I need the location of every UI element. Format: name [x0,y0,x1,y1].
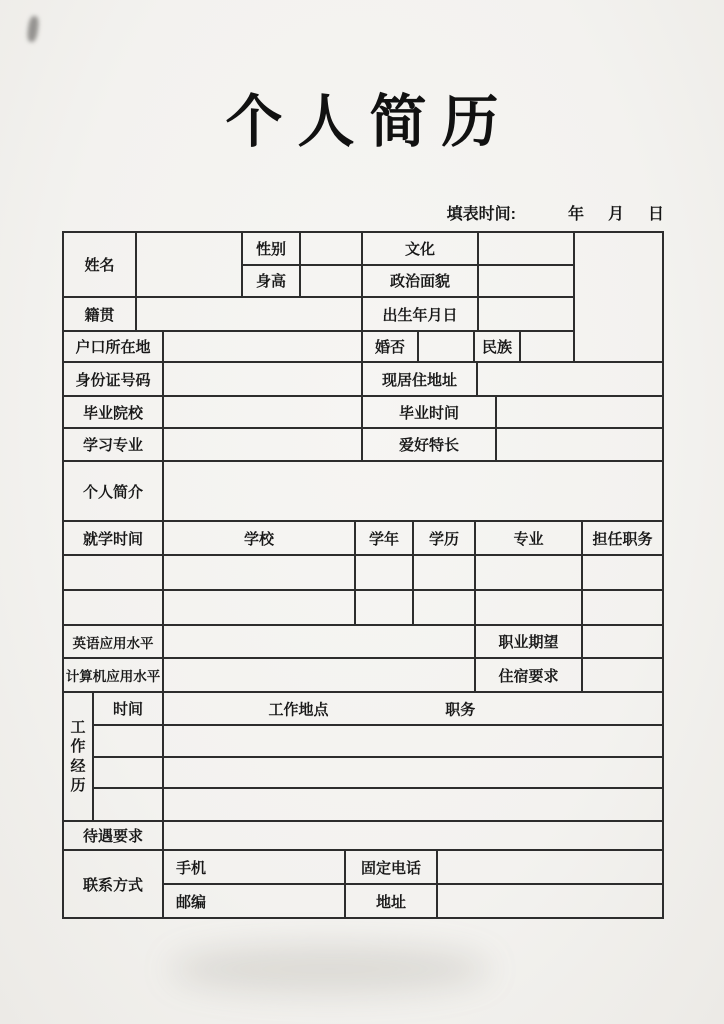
fill-date-label: 填表时间: [446,206,516,223]
native-place-row [64,298,573,332]
culture-political-group [363,233,573,296]
id-number-label: 身份证号码 [64,363,164,395]
contact-method-label: 联系方式 [64,851,164,917]
political-row [363,266,573,297]
accommodation-label: 住宿要求 [476,659,583,691]
study-major-row [64,429,662,462]
work-time-cell [94,726,164,756]
hobbies-label: 爱好特长 [363,429,497,460]
career-expectation-value-cell [583,626,662,657]
education-empty-row [64,591,662,626]
education-header-major: 专业 [476,522,583,554]
current-address-value-cell [478,363,662,395]
landline-label: 固定电话 [346,851,438,883]
household-row [64,332,573,361]
id-number-row [64,363,662,397]
name-row [64,233,573,298]
political-status-label: 政治面貌 [363,266,479,297]
english-level-row [64,626,662,659]
household-label: 户口所在地 [64,332,164,361]
career-expectation-label: 职业期望 [476,626,583,657]
identity-band [64,233,662,363]
current-address-label: 现居住地址 [363,363,478,395]
education-cell [64,591,164,624]
computer-level-value-cell [164,659,476,691]
study-major-value-cell [164,429,363,460]
height-row [243,266,363,297]
personal-profile-value-cell [164,462,662,520]
work-header-wide-cell [164,693,662,724]
work-history-right-group [94,693,662,820]
education-cell [476,591,583,624]
work-header-row [94,693,662,726]
birth-date-label: 出生年月日 [363,298,479,330]
graduation-time-label: 毕业时间 [363,397,497,427]
culture-label: 文化 [363,233,479,264]
work-empty-row [94,758,662,789]
work-time-cell [94,789,164,820]
gender-row [243,233,363,266]
accommodation-value-cell [583,659,662,691]
education-header-year: 学年 [356,522,414,554]
education-cell [164,556,356,589]
work-history-label: 工作经历 [70,718,86,794]
scan-artifact [26,15,40,42]
study-major-label: 学习专业 [64,429,164,460]
gender-value-cell [301,233,363,264]
year-unit: 年 [567,206,584,223]
education-header-row [64,522,662,556]
contact-right-group [164,851,662,917]
education-cell [414,591,476,624]
education-cell [64,556,164,589]
postal-code-label: 邮编 [164,885,346,917]
personal-profile-row [64,462,662,522]
page-title: 个人简历 [225,90,514,154]
graduation-school-value-cell [164,397,363,427]
education-empty-row [64,556,662,591]
contact-row-1 [164,851,662,885]
work-location-label: 工作地点 [268,701,329,718]
marital-label: 婚否 [363,332,419,361]
name-label: 姓名 [64,233,137,296]
ethnicity-value-cell [521,332,573,361]
birth-date-value-cell [479,298,573,330]
gender-label: 性别 [243,233,301,264]
education-cell [356,591,414,624]
work-time-cell [94,758,164,787]
address-value-cell [438,885,662,917]
scan-shadow [170,945,490,993]
work-empty-row [94,789,662,820]
landline-value-cell [438,851,662,883]
name-value-cell [137,233,243,296]
personal-profile-label: 个人简介 [64,462,164,520]
work-empty-row [94,726,662,758]
day-unit: 日 [647,206,664,223]
education-cell [356,556,414,589]
work-position-label: 职务 [445,701,476,718]
id-number-value-cell [164,363,363,395]
work-detail-cell [164,789,662,820]
household-value-cell [164,332,363,361]
culture-value-cell [479,233,573,264]
work-history-band [64,693,662,822]
education-cell [583,556,662,589]
native-place-label: 籍贯 [64,298,137,330]
english-level-value-cell [164,626,476,657]
resume-form-table [62,231,664,919]
salary-requirement-label: 待遇要求 [64,822,164,849]
mobile-label: 手机 [164,851,346,883]
political-value-cell [479,266,573,297]
graduation-school-label: 毕业院校 [64,397,164,427]
contact-band [64,851,662,917]
identity-left-group [64,233,573,361]
education-header-school: 学校 [164,522,356,554]
work-detail-cell [164,758,662,787]
height-value-cell [301,266,363,297]
english-level-label: 英语应用水平 [64,626,164,657]
hobbies-value-cell [497,429,662,460]
education-header-position: 担任职务 [592,530,653,548]
education-cell [583,591,662,624]
ethnicity-label: 民族 [475,332,521,361]
contact-row-2 [164,885,662,917]
address-label: 地址 [346,885,438,917]
photo-cell [573,233,662,361]
native-place-value-cell [137,298,363,330]
work-detail-cell [164,726,662,756]
height-label: 身高 [243,266,301,297]
salary-requirement-row [64,822,662,851]
computer-level-label: 计算机应用水平 [64,659,164,691]
salary-requirement-value-cell [164,822,662,849]
marital-value-cell [419,332,475,361]
education-cell [476,556,583,589]
education-cell [414,556,476,589]
fill-date-line [447,201,664,224]
culture-row [363,233,573,266]
computer-level-row [64,659,662,693]
graduation-time-value-cell [497,397,662,427]
work-history-label-cell [64,693,94,820]
month-unit: 月 [607,206,624,223]
education-header-time: 就学时间 [64,522,164,554]
education-header-degree: 学历 [414,522,476,554]
gender-height-group [243,233,363,296]
education-cell [164,591,356,624]
work-time-label: 时间 [94,693,164,724]
graduation-school-row [64,397,662,429]
